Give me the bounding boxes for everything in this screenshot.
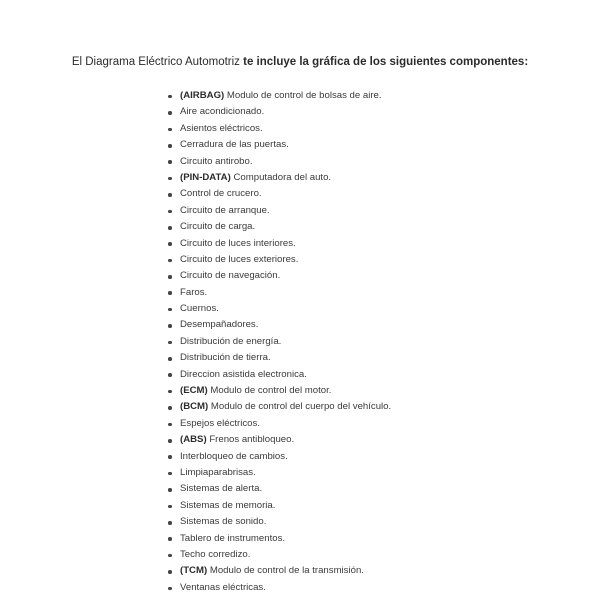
item-text: Sistemas de memoria. <box>180 499 276 511</box>
item-code: (PIN-DATA) <box>180 171 231 183</box>
bullet-icon <box>168 210 172 214</box>
list-item <box>166 285 391 301</box>
list-item <box>166 236 391 252</box>
item-text: Control de crucero. <box>180 188 262 200</box>
item-code: (TCM) <box>180 565 208 577</box>
item-text: Faros. <box>180 286 208 298</box>
list-item <box>166 367 391 383</box>
bullet-icon <box>168 357 172 361</box>
bullet-icon <box>168 521 172 525</box>
item-text: Limpiaparabrisas. <box>180 466 256 478</box>
item-text: Ventanas eléctricas. <box>180 581 266 593</box>
list-item <box>166 432 391 448</box>
list-item <box>166 137 391 153</box>
item-text: Techo corredizo. <box>180 548 251 560</box>
list-item <box>166 219 391 235</box>
bullet-icon <box>168 554 172 558</box>
list-item <box>166 203 391 219</box>
list-item <box>166 186 391 202</box>
list-item <box>166 104 391 120</box>
intro-paragraph <box>60 54 540 70</box>
item-text: Espejos eléctricos. <box>180 417 260 429</box>
bullet-icon <box>168 226 172 230</box>
item-text: Cerradura de las puertas. <box>180 139 289 151</box>
list-item <box>166 580 391 596</box>
list-item <box>166 301 391 317</box>
components-list <box>166 88 391 596</box>
bullet-icon <box>168 193 172 197</box>
list-item <box>166 399 391 415</box>
item-text: Interbloqueo de cambios. <box>180 450 288 462</box>
bullet-icon <box>168 177 172 181</box>
item-code: (BCM) <box>180 401 209 413</box>
list-item <box>166 121 391 137</box>
list-item <box>166 154 391 170</box>
item-code: (ECM) <box>180 385 208 397</box>
item-text: Direccion asistida electronica. <box>180 368 307 380</box>
list-item <box>166 317 391 333</box>
item-code: (AIRBAG) <box>180 90 225 101</box>
bullet-icon <box>168 95 172 99</box>
bullet-icon <box>168 308 172 312</box>
list-item <box>166 481 391 497</box>
list-item <box>166 449 391 465</box>
list-item <box>166 563 391 579</box>
bullet-icon <box>168 455 172 459</box>
list-item <box>166 383 391 399</box>
list-item <box>166 88 391 104</box>
bullet-icon <box>168 291 172 295</box>
list-item <box>166 350 391 366</box>
bullet-icon <box>168 144 172 148</box>
list-item <box>166 465 391 481</box>
item-text: Modulo de control de bolsas de aire. <box>224 90 382 101</box>
item-text: Circuito de luces exteriores. <box>180 253 299 265</box>
bullet-icon <box>168 259 172 263</box>
item-text: Distribución de tierra. <box>180 352 271 364</box>
bullet-icon <box>168 390 172 394</box>
item-code: (ABS) <box>180 434 207 446</box>
bullet-icon <box>168 111 172 115</box>
bullet-icon <box>168 242 172 246</box>
bullet-icon <box>168 324 172 328</box>
list-item <box>166 514 391 530</box>
bullet-icon <box>168 570 172 574</box>
item-text: Circuito de carga. <box>180 221 256 233</box>
item-text: Modulo de control de la transmisión. <box>207 565 364 577</box>
list-item <box>166 498 391 514</box>
bullet-icon <box>168 537 172 541</box>
item-text: Sistemas de sonido. <box>180 516 267 528</box>
bullet-icon <box>168 587 172 591</box>
intro-bold-text: te incluye la gráfica de los siguientes componentes: <box>243 55 529 68</box>
bullet-icon <box>168 423 172 427</box>
bullet-icon <box>168 488 172 492</box>
bullet-icon <box>168 275 172 279</box>
bullet-icon <box>168 472 172 476</box>
item-text: Tablero de instrumentos. <box>180 532 286 544</box>
bullet-icon <box>168 341 172 345</box>
item-text: Desempañadores. <box>180 319 259 331</box>
item-text: Frenos antibloqueo. <box>206 434 295 446</box>
list-item <box>166 170 391 186</box>
item-text: Circuito de luces interiores. <box>180 237 296 249</box>
intro-text: El Diagrama Eléctrico Automotriz <box>71 55 244 68</box>
item-text: Modulo de control del cuerpo del vehículo. <box>208 401 392 413</box>
bullet-icon <box>168 505 172 509</box>
bullet-icon <box>168 128 172 132</box>
item-text: Aire acondicionado. <box>180 106 265 118</box>
bullet-icon <box>168 439 172 443</box>
item-text: Modulo de control del motor. <box>207 385 332 397</box>
item-text: Sistemas de alerta. <box>180 483 263 495</box>
item-text: Circuito antirobo. <box>180 155 253 167</box>
list-item <box>166 252 391 268</box>
item-text: Circuito de arranque. <box>180 204 270 216</box>
item-text: Asientos eléctricos. <box>180 122 263 134</box>
bullet-icon <box>168 406 172 410</box>
item-text: Distribución de energía. <box>180 335 282 347</box>
list-item <box>166 416 391 432</box>
list-item <box>166 547 391 563</box>
item-text: Cuernos. <box>180 303 219 315</box>
item-text: Circuito de navegación. <box>180 270 281 282</box>
list-item <box>166 268 391 284</box>
bullet-icon <box>168 160 172 164</box>
bullet-icon <box>168 373 172 377</box>
list-item <box>166 531 391 547</box>
item-text: Computadora del auto. <box>230 171 332 183</box>
list-item <box>166 334 391 350</box>
